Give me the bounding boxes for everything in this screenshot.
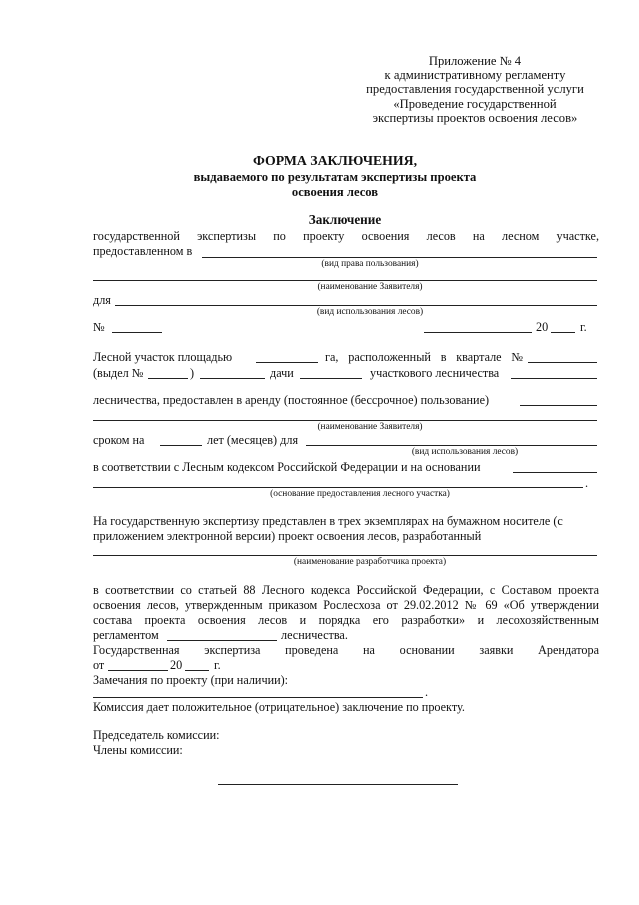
application-year-field[interactable] — [185, 670, 209, 671]
hint-applicant: (наименование Заявителя) — [317, 282, 423, 292]
forest-use-field[interactable] — [115, 305, 597, 306]
dacha-field[interactable] — [200, 378, 265, 379]
developer-field[interactable] — [93, 555, 597, 556]
hint-forest-use: (вид использования лесов) — [316, 307, 424, 317]
for-label: для — [93, 293, 111, 307]
section-field[interactable] — [148, 378, 188, 379]
number-label: № — [93, 320, 105, 334]
district-field[interactable] — [300, 378, 362, 379]
year-suffix: г. — [580, 320, 587, 334]
intro-line-2: предоставленном в — [93, 244, 193, 258]
term-use-field[interactable] — [306, 445, 597, 446]
quarter-field[interactable] — [528, 362, 597, 363]
basis-dot: . — [585, 476, 589, 490]
article-line: состава проекта освоения лесов и порядка его разработки» и лесохозяйственным — [93, 612, 599, 627]
applicant-field[interactable] — [93, 280, 597, 281]
right-type-field[interactable] — [202, 257, 597, 258]
appendix-number: Приложение № 4 — [428, 54, 522, 68]
lessee-field[interactable] — [93, 420, 597, 421]
members-label: Члены комиссии: — [93, 743, 183, 757]
article-line: освоения лесов, утвержденным приказом Рослесхоза от 29.02.2012 № 69 «Об утверждении — [93, 597, 599, 612]
district-name-field[interactable] — [511, 378, 597, 379]
article-line: в соответствии со статьей 88 Лесного кодекса Российской Федерации, с Составом проекта — [93, 583, 599, 597]
section-label: (выдел № — [93, 366, 144, 380]
area-field[interactable] — [256, 362, 318, 363]
basis-field[interactable] — [93, 487, 583, 488]
submitted-line-1: На государственную экспертизу представлен в трех экземплярах на бумажном носителе (с — [93, 514, 563, 528]
signature-line — [218, 784, 458, 785]
number-field[interactable] — [112, 332, 162, 333]
hint-lessee: (наименование Заявителя) — [317, 422, 423, 432]
year-prefix: 20 — [536, 320, 549, 334]
form-title-line: ФОРМА ЗАКЛЮЧЕНИЯ, — [252, 153, 418, 168]
submitted-line-2: приложением электронной версии) проект освоения лесов, разработанный — [93, 529, 482, 543]
accordance-field[interactable] — [513, 472, 597, 473]
expertise-basis-line: Государственная экспертиза проведена на основании заявки Арендатора — [93, 643, 599, 657]
quarter-label: га, расположенный в квартале № — [325, 350, 523, 364]
section-close: ) — [190, 366, 195, 380]
form-title-line: выдаваемого по результатам экспертизы проекта — [193, 169, 477, 184]
intro-line-1: государственной экспертизы по проекту освоения лесов на лесном участке, — [93, 229, 599, 243]
appendix-line: к административному регламенту — [384, 68, 566, 83]
appendix-line: предоставления государственной услуги — [366, 82, 584, 97]
application-year-suffix: г. — [214, 658, 221, 672]
lease-field[interactable] — [520, 405, 597, 406]
regulation-label: регламентом — [93, 628, 159, 642]
regulation-suffix: лесничества. — [281, 628, 348, 642]
from-label: от — [93, 658, 105, 672]
dacha-label: дачи — [270, 366, 294, 380]
application-date-field[interactable] — [108, 670, 168, 671]
date-field[interactable] — [424, 332, 532, 333]
application-year-prefix: 20 — [170, 658, 183, 672]
hint-term-use: (вид использования лесов) — [411, 447, 519, 457]
article-paragraph — [93, 583, 599, 628]
hint-basis: (основание предоставления лесного участка) — [270, 489, 450, 499]
appendix-header — [340, 54, 610, 125]
appendix-line: «Проведение государственной — [393, 96, 557, 111]
remarks-field[interactable] — [93, 697, 423, 698]
appendix-line: экспертизы проектов освоения лесов» — [372, 110, 578, 125]
district-label: участкового лесничества — [370, 366, 500, 380]
term-unit: лет (месяцев) для — [207, 433, 299, 447]
hint-developer: (наименование разработчика проекта) — [293, 557, 447, 567]
form-title-line: освоения лесов — [291, 185, 379, 200]
commission-conclusion: Комиссия дает положительное (отрицательное) заключение по проекту. — [93, 700, 465, 714]
remarks-label: Замечания по проекту (при наличии): — [93, 673, 289, 687]
form-title — [170, 153, 500, 201]
remarks-dot: . — [425, 685, 429, 699]
term-label: сроком на — [93, 433, 145, 447]
term-field[interactable] — [160, 445, 202, 446]
conclusion-heading: Заключение — [308, 212, 382, 227]
accordance-line: в соответствии с Лесным кодексом Российской Федерации и на основании — [93, 460, 481, 474]
hint-right-type: (вид права пользования) — [321, 259, 419, 269]
regulation-field[interactable] — [167, 640, 277, 641]
lease-line: лесничества, предоставлен в аренду (постоянное (бессрочное) пользование) — [93, 393, 490, 407]
chairman-label: Председатель комиссии: — [93, 728, 220, 742]
plot-area-label: Лесной участок площадью — [93, 350, 233, 364]
year-field[interactable] — [551, 332, 575, 333]
